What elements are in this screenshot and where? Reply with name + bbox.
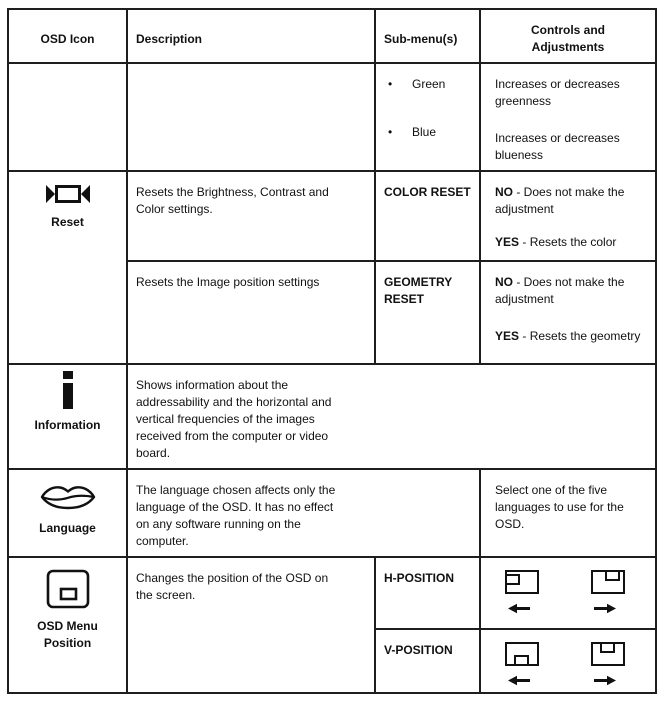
header-row [8, 9, 656, 63]
color-reset-controls-cell [480, 171, 656, 261]
color-reset-submenu: COLOR RESET [375, 171, 480, 261]
header-controls-cell [480, 9, 656, 63]
osd-position-label: OSD Menu Position [37, 619, 98, 650]
osd-box [605, 570, 620, 581]
color-reset-description-cell [127, 171, 375, 261]
h-position-right-group [591, 570, 625, 614]
right-arrow-icon [593, 603, 617, 614]
header-osd-icon: OSD Icon [8, 9, 127, 63]
green-adjustment-text: Increases or decreases greenness [495, 77, 620, 108]
geometry-reset-description-cell [127, 261, 375, 364]
language-description: The language chosen affects only the language of the OSD. It has no effect on any software running on the computer. [136, 483, 336, 548]
submenu-item-blue [384, 124, 471, 141]
osd-left-screen-icon [505, 570, 539, 594]
geometry-reset-submenu: GEOMETRY RESET [375, 261, 480, 364]
h-position-left-group [505, 570, 539, 614]
information-label: Information [34, 418, 101, 432]
color-reset-description: Resets the Brightness, Contrast and Color settings. [136, 185, 329, 216]
osd-position-icon-cell [8, 557, 127, 693]
osd-box [514, 655, 529, 666]
h-position-controls-cell [480, 557, 656, 629]
v-position-submenu: V-POSITION [375, 629, 480, 693]
language-lips-icon [39, 482, 97, 512]
color-continuation-row [8, 63, 656, 171]
v-position-left-group [505, 642, 539, 686]
v-position-controls-cell [480, 629, 656, 693]
osd-top-screen-icon [591, 642, 625, 666]
osd-bottom-screen-icon [505, 642, 539, 666]
language-label: Language [39, 521, 96, 535]
header-controls: Controls and Adjustments [531, 23, 605, 54]
information-description-cell [127, 364, 656, 469]
color-reset-no-text: NO - Does not make the adjustment [495, 185, 625, 216]
osd-box [600, 642, 615, 653]
osd-right-screen-icon [591, 570, 625, 594]
language-icon-cell [8, 469, 127, 557]
bullet-icon: • [388, 77, 393, 91]
left-arrow-icon [507, 603, 531, 614]
blue-adjustment-text: Increases or decreases blueness [495, 131, 620, 162]
reset-label: Reset [51, 215, 84, 229]
v-position-right-group [591, 642, 625, 686]
h-position-submenu: H-POSITION [375, 557, 480, 629]
osd-position-h-row [8, 557, 656, 629]
osd-position-description: Changes the position of the OSD on the screen. [136, 571, 329, 602]
empty-icon-cell [8, 63, 127, 171]
osd-controls-table [7, 8, 657, 694]
information-row [8, 364, 656, 469]
bullet-icon: • [388, 125, 393, 139]
osd-position-description-cell [127, 557, 375, 693]
color-controls-cell [480, 63, 656, 171]
empty-description-cell [127, 63, 375, 171]
left-arrow-icon [507, 675, 531, 686]
color-submenu-cell [375, 63, 480, 171]
geometry-reset-controls-cell [480, 261, 656, 364]
reset-color-row [8, 171, 656, 261]
submenu-item-green [384, 76, 471, 93]
right-arrow-icon [593, 675, 617, 686]
h-position-controls [489, 570, 647, 614]
geometry-reset-description: Resets the Image position settings [136, 275, 320, 289]
v-position-controls [489, 642, 647, 686]
language-row [8, 469, 656, 557]
osd-menu-position-icon [45, 568, 91, 610]
osd-box [505, 574, 520, 585]
language-controls-text: Select one of the five languages to use for the OSD. [495, 483, 624, 531]
language-description-cell [127, 469, 480, 557]
header-submenu: Sub-menu(s) [375, 9, 480, 63]
information-icon [61, 371, 75, 409]
color-reset-yes-text: YES - Resets the color [495, 235, 617, 249]
language-controls-cell [480, 469, 656, 557]
header-description: Description [127, 9, 375, 63]
reset-icon [44, 182, 92, 206]
geometry-reset-no-text: NO - Does not make the adjustment [495, 275, 625, 306]
information-icon-cell [8, 364, 127, 469]
submenu-blue-label: Blue [412, 125, 437, 139]
reset-icon-cell [8, 171, 127, 364]
geometry-reset-yes-text: YES - Resets the geometry [495, 329, 641, 343]
submenu-green-label: Green [412, 77, 446, 91]
information-description: Shows information about the addressability and the horizontal and vertical frequencies of the images received from the computer or video board. [136, 378, 332, 460]
